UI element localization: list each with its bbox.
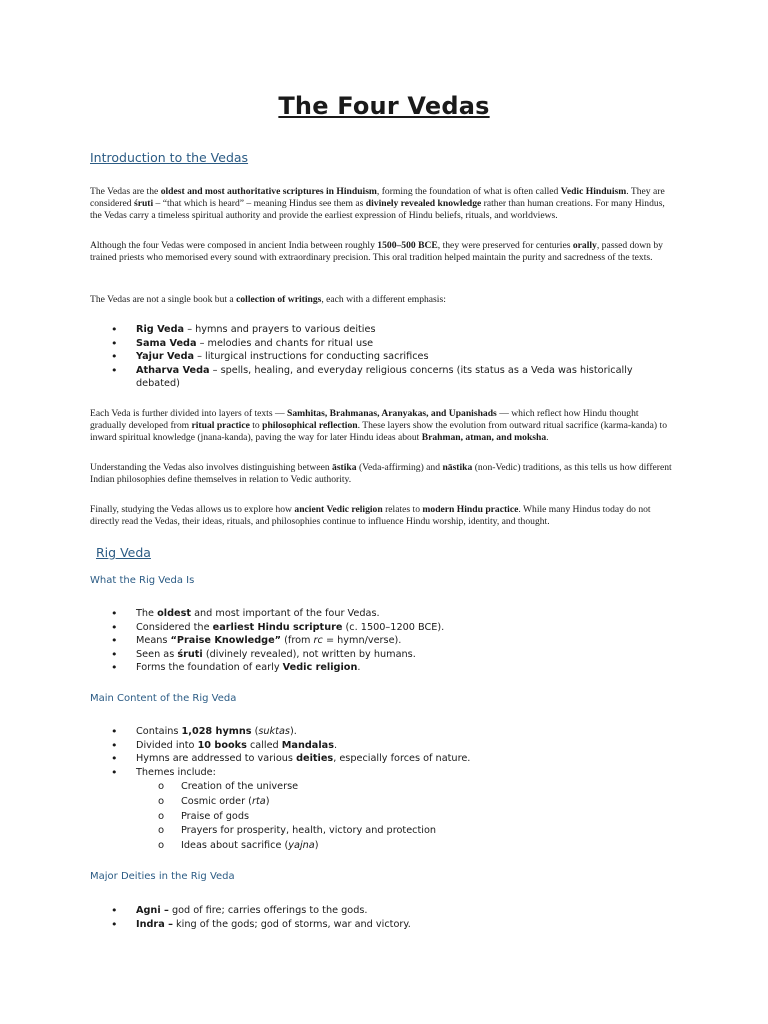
text-run: Agni – bbox=[136, 905, 169, 916]
list-item bbox=[90, 661, 675, 675]
text-run: – “that which is heard” – meaning Hindus see them as bbox=[153, 198, 366, 210]
document-title: The Four Vedas bbox=[278, 92, 490, 120]
text-run: orally bbox=[572, 240, 597, 251]
list-item bbox=[90, 634, 675, 648]
text-run: Mandalas bbox=[281, 739, 334, 751]
text-run: Means bbox=[136, 635, 171, 647]
text-run: suktas bbox=[258, 726, 290, 737]
text-run: . bbox=[546, 432, 549, 444]
deities-list bbox=[90, 904, 675, 931]
list-item bbox=[90, 752, 675, 766]
text-run: rc bbox=[313, 635, 323, 647]
intro-paragraph-1 bbox=[90, 186, 675, 223]
text-run: Themes include: bbox=[136, 766, 216, 778]
text-run: modern Hindu practice bbox=[422, 504, 519, 515]
text-run: Vedic religion bbox=[282, 662, 358, 674]
list-item bbox=[90, 607, 675, 621]
text-run: and most important of the four Vedas. bbox=[191, 608, 380, 619]
list-item bbox=[90, 323, 675, 337]
text-run: Forms the foundation of early bbox=[136, 662, 283, 674]
text-run: ) bbox=[314, 840, 319, 852]
text-run: to bbox=[249, 420, 263, 432]
list-item bbox=[90, 918, 675, 932]
sublist-item bbox=[136, 810, 675, 825]
list-item bbox=[90, 766, 675, 854]
text-run: earliest Hindu scripture bbox=[212, 621, 343, 633]
text-run: Vedic Hinduism bbox=[560, 186, 627, 197]
heading-rig-veda: Rig Veda bbox=[96, 545, 151, 560]
text-run: Brahman, atman, and moksha bbox=[421, 432, 547, 444]
text-run: nāstika bbox=[442, 462, 473, 473]
text-run: called bbox=[246, 739, 282, 751]
heading-introduction: Introduction to the Vedas bbox=[90, 150, 249, 165]
text-run: oldest and most authoritative scriptures in Hinduism bbox=[160, 186, 377, 197]
sublist-item bbox=[136, 780, 675, 795]
text-run: relates to bbox=[382, 504, 423, 515]
text-run: Atharva Veda bbox=[136, 364, 210, 376]
text-run: Yajur Veda bbox=[136, 351, 195, 363]
text-run: Indra – bbox=[136, 918, 173, 930]
text-run: Although the four Vedas were composed in ancient India between roughly bbox=[90, 240, 378, 251]
text-run: Creation of the universe bbox=[181, 781, 299, 793]
themes-label bbox=[136, 767, 216, 778]
text-run: Seen as bbox=[136, 648, 178, 660]
vedas-list bbox=[90, 323, 675, 391]
sublist-item bbox=[136, 795, 675, 810]
text-run: ( bbox=[251, 726, 259, 737]
text-run: , passed down by trained priests who memorised every sound with extraordinary precision. This oral tradition helped maintain the purity and sacredness of the texts. bbox=[90, 240, 663, 264]
text-run: rta bbox=[251, 796, 266, 808]
intro-paragraph-6 bbox=[90, 504, 675, 528]
text-run: śruti bbox=[177, 648, 203, 660]
text-run: Rig Veda bbox=[136, 324, 185, 335]
text-run: god of fire; carries offerings to the gods. bbox=[168, 905, 368, 916]
list-item bbox=[90, 621, 675, 635]
text-run: rather than human creations. For many Hindus, the Vedas carry a timeless spiritual authority and provide the earliest expression of Hindu beliefs, rituals, and worldviews. bbox=[90, 198, 665, 222]
text-run: Each Veda is further divided into layers of texts — bbox=[90, 408, 287, 419]
text-run: Understanding the Vedas also involves distinguishing between bbox=[90, 462, 333, 473]
intro-paragraph-5 bbox=[90, 462, 675, 486]
text-run: ) bbox=[265, 796, 270, 808]
text-run: The bbox=[136, 608, 158, 619]
text-run: – hymns and prayers to various deities bbox=[184, 324, 376, 335]
text-run: “Praise Knowledge” bbox=[170, 635, 282, 647]
text-run: (from bbox=[281, 635, 314, 647]
text-run: – spells, healing, and everyday religious concerns (its status as a Veda was historically debated) bbox=[136, 364, 633, 390]
subheading-major-deities: Major Deities in the Rig Veda bbox=[90, 871, 235, 882]
text-run: śruti bbox=[133, 198, 154, 210]
text-run: ). bbox=[289, 726, 297, 737]
sublist-item bbox=[136, 839, 675, 854]
text-run: = hymn/verse). bbox=[322, 635, 402, 647]
text-run: , each with a different emphasis: bbox=[321, 294, 446, 305]
text-run: Ideas about sacrifice ( bbox=[181, 840, 289, 852]
text-run: , especially forces of nature. bbox=[333, 753, 471, 765]
text-run: Considered the bbox=[136, 621, 213, 633]
text-run: Cosmic order ( bbox=[181, 796, 252, 808]
list-item bbox=[90, 904, 675, 918]
list-item bbox=[90, 350, 675, 364]
text-run: (non-Vedic) traditions, as this tells us how different Indian philosophies define themselves in relation to Vedic authority. bbox=[90, 462, 672, 486]
text-run: Samhitas, Brahmanas, Aranyakas, and Upanishads bbox=[286, 408, 497, 419]
list-item bbox=[90, 337, 675, 351]
rig-veda-content-list bbox=[90, 725, 675, 854]
text-run: , they were preserved for centuries bbox=[437, 240, 573, 251]
text-run: Sama Veda bbox=[136, 337, 197, 349]
text-run: āstika bbox=[332, 462, 357, 473]
subheading-main-content: Main Content of the Rig Veda bbox=[90, 693, 237, 704]
text-run: . These layers show the evolution from outward ritual sacrifice (karma-kanda) to inward spiritual knowledge (jnana-kanda), paving the way for later Hindu ideas about bbox=[90, 420, 667, 444]
text-run: 1,028 hymns bbox=[181, 726, 252, 737]
subheading-what-rig-veda-is: What the Rig Veda Is bbox=[90, 575, 195, 586]
text-run: (c. 1500–1200 BCE). bbox=[342, 621, 445, 633]
list-item bbox=[90, 364, 675, 391]
text-run: collection of writings bbox=[236, 294, 322, 305]
text-run: ancient Vedic religion bbox=[294, 504, 383, 515]
list-item bbox=[90, 725, 675, 739]
text-run: – liturgical instructions for conducting sacrifices bbox=[194, 351, 429, 363]
list-item bbox=[90, 739, 675, 753]
list-item bbox=[90, 648, 675, 662]
text-run: 10 books bbox=[197, 739, 247, 751]
text-run: ritual practice bbox=[191, 420, 250, 432]
intro-paragraph-4 bbox=[90, 408, 675, 445]
text-run: The Vedas are not a single book but a bbox=[90, 294, 237, 305]
intro-paragraph-2 bbox=[90, 240, 675, 264]
text-run: divinely revealed knowledge bbox=[365, 198, 482, 210]
text-run: (divinely revealed), not written by humans. bbox=[202, 648, 416, 660]
text-run: — which reflect how Hindu thought gradually developed from bbox=[90, 408, 639, 432]
text-run: – melodies and chants for ritual use bbox=[196, 337, 374, 349]
text-run: The Vedas are the bbox=[90, 186, 161, 197]
text-run: . bbox=[333, 739, 338, 751]
intro-paragraph-3 bbox=[90, 294, 675, 306]
text-run: . bbox=[357, 662, 361, 674]
text-run: Praise of gods bbox=[181, 810, 250, 822]
text-run: 1500–500 BCE bbox=[377, 240, 438, 251]
text-run: , forming the foundation of what is often called bbox=[376, 186, 561, 197]
text-run: Hymns are addressed to various bbox=[136, 753, 297, 765]
text-run: Prayers for prosperity, health, victory and protection bbox=[181, 825, 437, 837]
text-run: . They are considered bbox=[90, 186, 665, 210]
text-run: yajna bbox=[288, 840, 315, 852]
themes-sublist bbox=[136, 780, 675, 854]
text-run: . While many Hindus today do not directly read the Vedas, their ideas, rituals, and philosophies continue to influence Hindu worship, identity, and thought. bbox=[90, 504, 651, 528]
text-run: deities bbox=[296, 753, 334, 765]
rig-veda-facts-list bbox=[90, 607, 675, 675]
text-run: Finally, studying the Vedas allows us to explore how bbox=[90, 504, 295, 515]
text-run: philosophical reflection bbox=[262, 420, 358, 432]
text-run: oldest bbox=[157, 608, 191, 619]
text-run: Divided into bbox=[136, 739, 198, 751]
text-run: (Veda-affirming) and bbox=[356, 462, 443, 473]
text-run: Contains bbox=[136, 726, 182, 737]
sublist-item bbox=[136, 824, 675, 839]
text-run: king of the gods; god of storms, war and victory. bbox=[172, 918, 411, 930]
